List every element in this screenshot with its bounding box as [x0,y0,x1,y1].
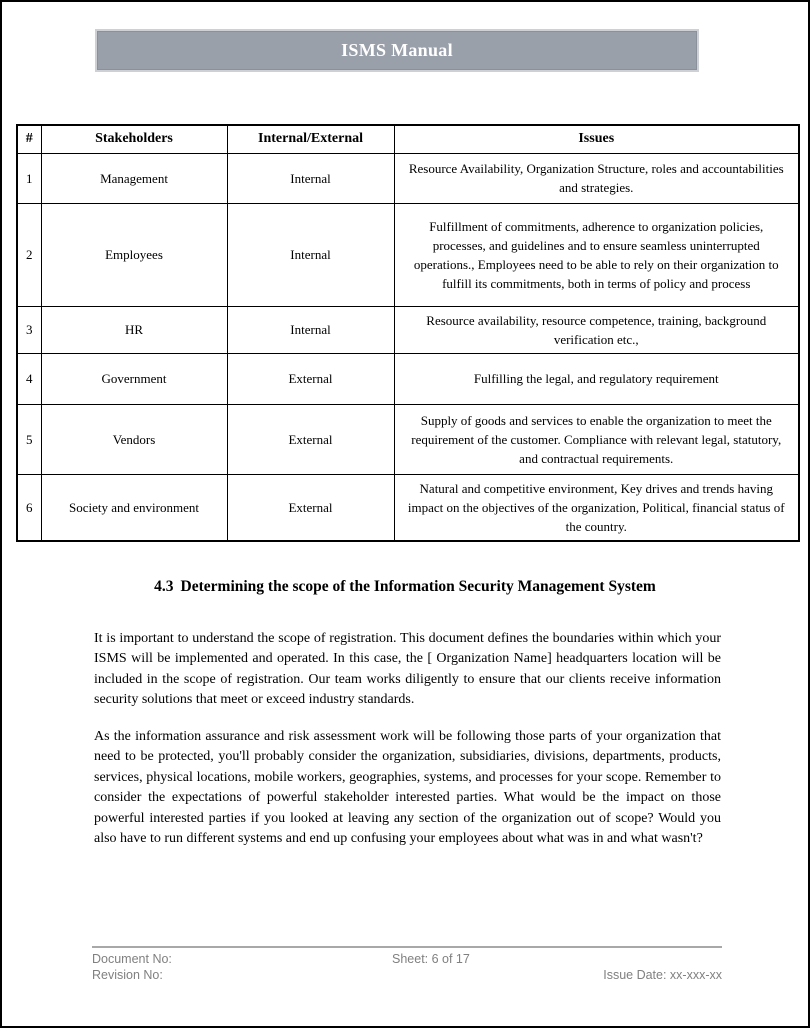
table-header-row [17,125,799,153]
row-number: 3 [17,306,41,353]
stakeholders-table [16,124,800,542]
table-row [17,306,799,353]
table-row [17,404,799,474]
column-header-issues: Issues [394,125,799,153]
row-number: 5 [17,404,41,474]
stakeholder-issues: Resource Availability, Organization Structure, roles and accountabilities and strategies. [394,153,799,203]
stakeholder-issues: Natural and competitive environment, Key drives and trends having impact on the objectives of the organization, Political, financial status of the country. [394,474,799,541]
stakeholder-type: Internal [227,153,394,203]
body-paragraph-2: As the information assurance and risk assessment work will be following those parts of your organization that need to be protected, you'll probably consider the organization, subsidiaries, divisions, departments, products, services, physical locations, mobile workers, geographies, systems, and processes for your scope. Remember to consider the expectations of powerful stakeholder interested parties. What would be the impact on those powerful interested parties if you looked at leaving any section of the organization out of scope? Would you also have to run different systems and end up confusing your employees about what was in and what wasn't? [94,728,721,846]
page-footer [92,946,722,982]
footer-row-2 [92,966,722,982]
document-title: ISMS Manual [341,40,453,60]
stakeholder-type: External [227,404,394,474]
row-number: 1 [17,153,41,203]
footer-row-1 [92,948,722,966]
sheet-label: Sheet: 6 of 17 [392,952,470,966]
table-row [17,153,799,203]
stakeholder-name: Vendors [41,404,227,474]
stakeholder-type: Internal [227,306,394,353]
section-heading [2,575,808,598]
row-number: 4 [17,353,41,404]
table-row [17,474,799,541]
section-number: 4.3 [154,577,174,595]
stakeholder-name: Government [41,353,227,404]
column-header-stakeholders: Stakeholders [41,125,227,153]
stakeholder-name: Society and environment [41,474,227,541]
stakeholder-type: External [227,474,394,541]
revision-no-label: Revision No: [92,968,163,982]
section-title: Determining the scope of the Information Security Management System [180,577,656,595]
document-no-label: Document No: [92,952,172,966]
stakeholder-issues: Supply of goods and services to enable the organization to meet the requirement of the customer. Compliance with relevant legal, statutory, and contractual requirements. [394,404,799,474]
stakeholder-issues: Fulfilling the legal, and regulatory requirement [394,353,799,404]
stakeholder-name: HR [41,306,227,353]
table-row [17,203,799,306]
stakeholder-name: Employees [41,203,227,306]
title-banner [95,29,699,72]
row-number: 6 [17,474,41,541]
stakeholder-type: External [227,353,394,404]
issue-date-label: Issue Date: xx-xxx-xx [603,968,722,982]
row-number: 2 [17,203,41,306]
stakeholder-issues: Resource availability, resource competence, training, background verification etc., [394,306,799,353]
column-header-internal-external: Internal/External [227,125,394,153]
stakeholder-name: Management [41,153,227,203]
table-row [17,353,799,404]
stakeholder-issues: Fulfillment of commitments, adherence to organization policies, processes, and guidelines and to ensure seamless uninterrupted operations., Employees need to be able to rely on their organization to fulfill its commitments, both in terms of policy and process [394,203,799,306]
stakeholder-type: Internal [227,203,394,306]
column-header-number: # [17,125,41,153]
body-paragraph-1: It is important to understand the scope of registration. This document defines the boundaries within which your ISMS will be implemented and operated. In this case, the [ Organization Name] headquarters location will be included in the scope of registration. Our team works diligently to ensure that our clients receive information security solutions that meet or exceed industry standards. [94,630,721,707]
